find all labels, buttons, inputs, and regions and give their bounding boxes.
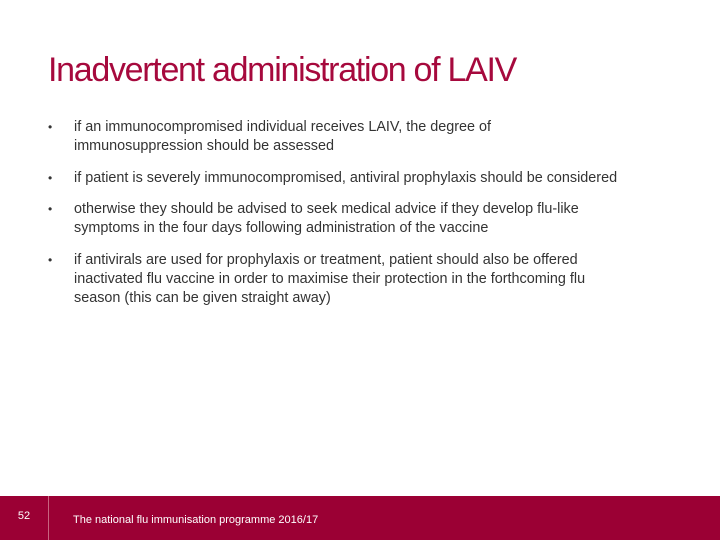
bullet-marker: •	[48, 202, 53, 216]
bullet-marker: •	[48, 253, 53, 267]
bullet-text: if patient is severely immunocompromised, antiviral prophylaxis should be considered	[74, 170, 618, 186]
bullet-marker: •	[48, 171, 53, 185]
footer-divider	[48, 496, 49, 540]
bullet-text: if antivirals are used for prophylaxis or treatment, patient should also be offered inactivated flu vaccine in order to maximise their protection in the forthcoming flu season (this can be given straight away)	[74, 252, 586, 306]
bullet-text: otherwise they should be advised to seek medical advice if they develop flu-like symptoms in the four days following administration of the vaccine	[74, 201, 579, 236]
slide-title: Inadvertent administration of LAIV	[48, 51, 516, 89]
footer-bar	[0, 496, 720, 540]
slide-number: 52	[17, 510, 31, 522]
bullet-text: if an immunocompromised individual receives LAIV, the degree of immunosuppression should be assessed	[74, 119, 492, 154]
footer-text: The national flu immunisation programme 2016/17	[73, 514, 319, 526]
bullet-marker: •	[48, 120, 53, 134]
